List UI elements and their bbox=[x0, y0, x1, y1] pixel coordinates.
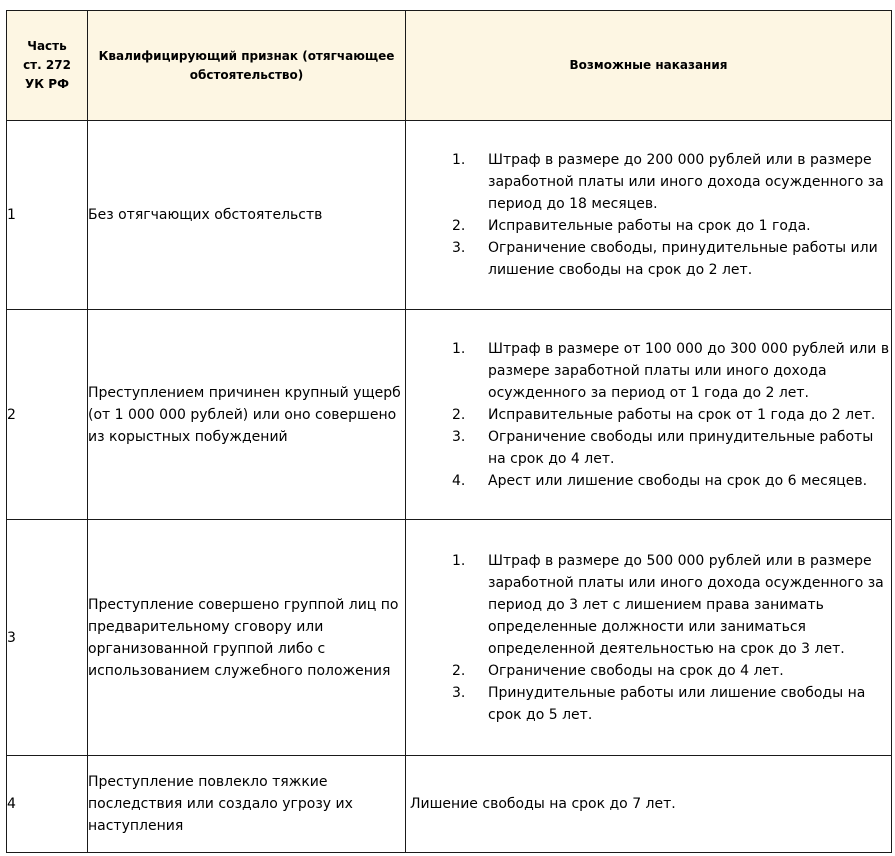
header-part bbox=[7, 11, 88, 121]
row-sign: Преступлением причинен крупный ущерб (от 1 000 000 рублей) или оно совершено из корыстных побуждений bbox=[88, 310, 406, 520]
row-penalties bbox=[406, 121, 892, 310]
penalty-item bbox=[406, 215, 891, 237]
header-part-line1: Часть bbox=[27, 39, 67, 53]
penalty-number: 2. bbox=[452, 662, 466, 679]
table-row bbox=[7, 310, 892, 520]
header-part-line2: ст. 272 bbox=[23, 58, 71, 72]
row-part: 3 bbox=[7, 520, 88, 756]
penalty-list bbox=[406, 149, 891, 281]
penalty-number: 3. bbox=[452, 684, 466, 701]
table-row bbox=[7, 756, 892, 853]
penalty-item bbox=[406, 404, 891, 426]
penalty-text: Арест или лишение свободы на срок до 6 месяцев. bbox=[488, 472, 868, 489]
penalty-text: Штраф в размере от 100 000 до 300 000 рублей или в размере заработной платы или иного дохода осужденного за период от 1 года до 2 лет. bbox=[488, 340, 890, 401]
row-penalties bbox=[406, 756, 892, 853]
penalty-item bbox=[406, 426, 891, 470]
penalty-number: 3. bbox=[452, 240, 466, 256]
penalty-text: Принудительные работы или лишение свободы на срок до 5 лет. bbox=[488, 684, 866, 723]
header-sign: Квалифицирующий признак (отягчающее обстоятельство) bbox=[88, 11, 406, 121]
penalty-item bbox=[406, 660, 891, 682]
penalty-text: Ограничение свободы или принудительные работы на срок до 4 лет. bbox=[488, 428, 874, 467]
penalty-number: 2. bbox=[452, 218, 466, 234]
penalty-number: 1. bbox=[452, 340, 466, 357]
penalty-number: 2. bbox=[452, 406, 466, 423]
penalty-text: Исправительные работы на срок до 1 года. bbox=[488, 218, 811, 234]
header-penalties: Возможные наказания bbox=[406, 11, 892, 121]
penalty-item bbox=[406, 338, 891, 404]
penalty-number: 1. bbox=[452, 152, 466, 168]
table-header-row bbox=[7, 11, 892, 121]
penalty-list bbox=[406, 550, 891, 726]
penalty-item bbox=[406, 550, 891, 660]
penalties-table bbox=[6, 10, 892, 853]
penalty-text: Исправительные работы на срок от 1 года до 2 лет. bbox=[488, 406, 876, 423]
penalty-text: Ограничение свободы на срок до 4 лет. bbox=[488, 662, 784, 679]
row-penalties bbox=[406, 520, 892, 756]
penalty-text: Штраф в размере до 500 000 рублей или в размере заработной платы или иного дохода осужденного за период до 3 лет с лишением права занимать определенные должности или заниматься определенной деятельностью на срок до 3 лет. bbox=[488, 552, 884, 657]
header-part-line3: УК РФ bbox=[25, 77, 69, 91]
penalty-number: 1. bbox=[452, 552, 466, 569]
penalty-list bbox=[406, 338, 891, 492]
penalty-number: 3. bbox=[452, 428, 466, 445]
row-part: 1 bbox=[7, 121, 88, 310]
row-sign: Преступление совершено группой лиц по предварительному сговору или организованной группой либо с использованием служебного положения bbox=[88, 520, 406, 756]
penalty-text: Ограничение свободы, принудительные работы или лишение свободы на срок до 2 лет. bbox=[488, 240, 878, 278]
penalty-number: 4. bbox=[452, 472, 466, 489]
row-sign: Без отягчающих обстоятельств bbox=[88, 121, 406, 310]
table-row bbox=[7, 121, 892, 310]
penalty-item bbox=[406, 149, 891, 215]
penalty-text: Лишение свободы на срок до 7 лет. bbox=[410, 796, 676, 812]
row-part: 2 bbox=[7, 310, 88, 520]
penalty-item bbox=[406, 237, 891, 281]
table-row bbox=[7, 520, 892, 756]
row-part: 4 bbox=[7, 756, 88, 853]
row-sign: Преступление повлекло тяжкие последствия или создало угрозу их наступления bbox=[88, 756, 406, 853]
penalty-item bbox=[406, 470, 891, 492]
penalty-item bbox=[406, 682, 891, 726]
penalty-text: Штраф в размере до 200 000 рублей или в размере заработной платы или иного дохода осужденного за период до 18 месяцев. bbox=[488, 152, 884, 212]
row-penalties bbox=[406, 310, 892, 520]
